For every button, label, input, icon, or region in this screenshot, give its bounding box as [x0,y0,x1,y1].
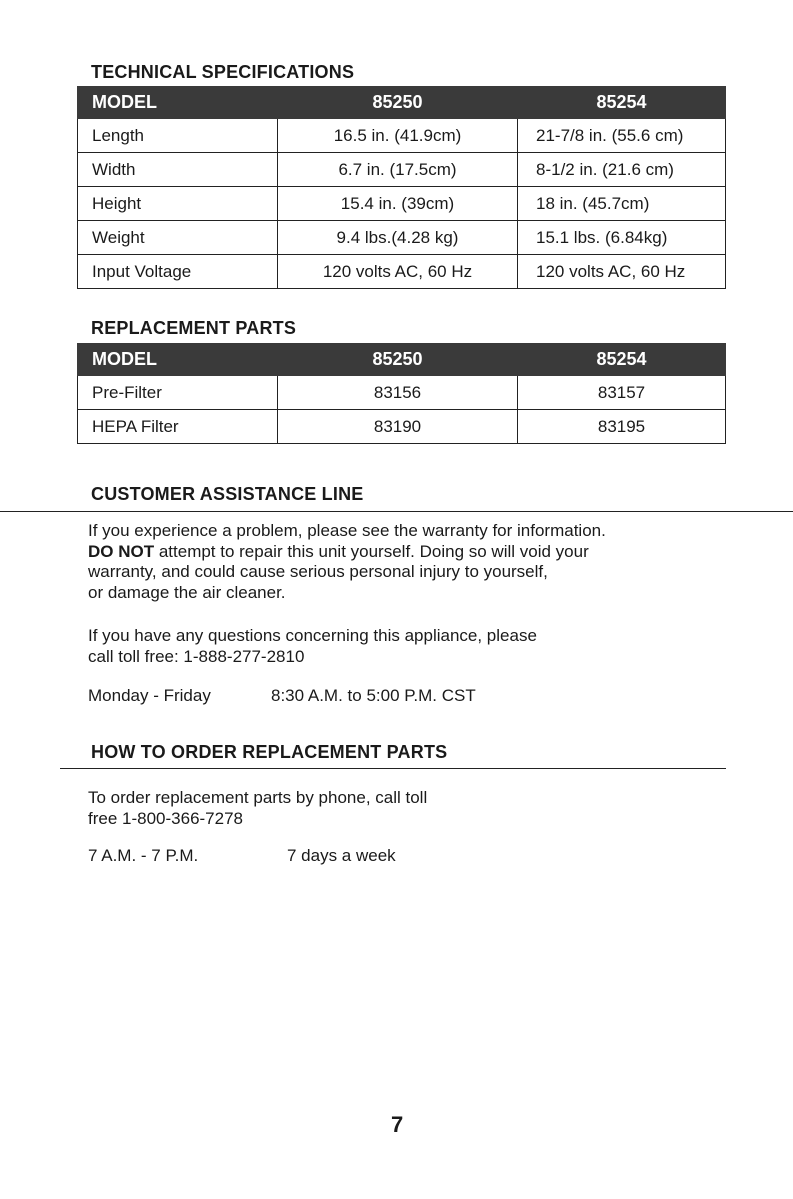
cell-value: 6.7 in. (17.5cm) [278,153,518,187]
replacement-parts-table [77,343,726,444]
cell-value: 15.4 in. (39cm) [278,187,518,221]
column-header: MODEL [78,87,278,119]
page-number: 7 [391,1112,404,1137]
column-header: 85254 [518,87,726,119]
cell-value: 15.1 lbs. (6.84kg) [518,221,726,255]
table-row [78,187,726,221]
questions-paragraph [88,626,537,667]
cell-value: 16.5 in. (41.9cm) [278,119,518,153]
cell-value: 120 volts AC, 60 Hz [278,255,518,289]
column-header: MODEL [78,344,278,376]
replacement-parts-heading: REPLACEMENT PARTS [91,318,297,338]
table-row [78,255,726,289]
row-label: Length [78,119,278,153]
text-line: If you experience a problem, please see the warranty for information. [88,521,606,540]
text-line: warranty, and could cause serious personal injury to yourself, [88,562,548,581]
text-line: If you have any questions concerning this appliance, please [88,626,537,645]
text-line: call toll free: 1-888-277-2810 [88,646,305,666]
column-header: 85250 [278,344,518,376]
column-header: 85250 [278,87,518,119]
order-days: 7 days a week [287,846,396,865]
hours-time: 8:30 A.M. to 5:00 P.M. CST [271,686,476,705]
column-header: 85254 [518,344,726,376]
cell-value: 8-1/2 in. (21.6 cm) [518,153,726,187]
table-header-row [78,344,726,376]
row-label: Pre-Filter [78,376,278,410]
customer-assistance-heading: CUSTOMER ASSISTANCE LINE [91,484,364,504]
tech-specs-table [77,86,726,289]
text-line: free 1-800-366-7278 [88,808,244,828]
cell-value: 83156 [278,376,518,410]
cell-value: 120 volts AC, 60 Hz [518,255,726,289]
row-label: Height [78,187,278,221]
cell-value: 18 in. (45.7cm) [518,187,726,221]
cell-value: 83190 [278,410,518,444]
table-row [78,153,726,187]
section-divider [60,768,726,769]
order-paragraph [88,788,427,829]
order-parts-heading: HOW TO ORDER REPLACEMENT PARTS [91,742,448,762]
text-line: or damage the air cleaner. [88,582,286,602]
tech-specs-heading: TECHNICAL SPECIFICATIONS [91,62,355,82]
row-label: Weight [78,221,278,255]
cell-value: 9.4 lbs.(4.28 kg) [278,221,518,255]
table-row [78,410,726,444]
hours-days: Monday - Friday [88,686,211,705]
table-header-row [78,87,726,119]
section-divider [0,511,793,512]
warranty-paragraph [88,521,606,603]
table-row [78,119,726,153]
text-span: attempt to repair this unit yourself. Doing so will void your [154,541,589,561]
table-row [78,376,726,410]
cell-value: 83157 [518,376,726,410]
table-row [78,221,726,255]
text-line [88,542,606,563]
row-label: Width [78,153,278,187]
do-not-emphasis: DO NOT [88,541,155,561]
cell-value: 21-7/8 in. (55.6 cm) [518,119,726,153]
row-label: Input Voltage [78,255,278,289]
row-label: HEPA Filter [78,410,278,444]
order-hours: 7 A.M. - 7 P.M. [88,846,199,865]
text-line: To order replacement parts by phone, call toll [88,788,428,807]
cell-value: 83195 [518,410,726,444]
